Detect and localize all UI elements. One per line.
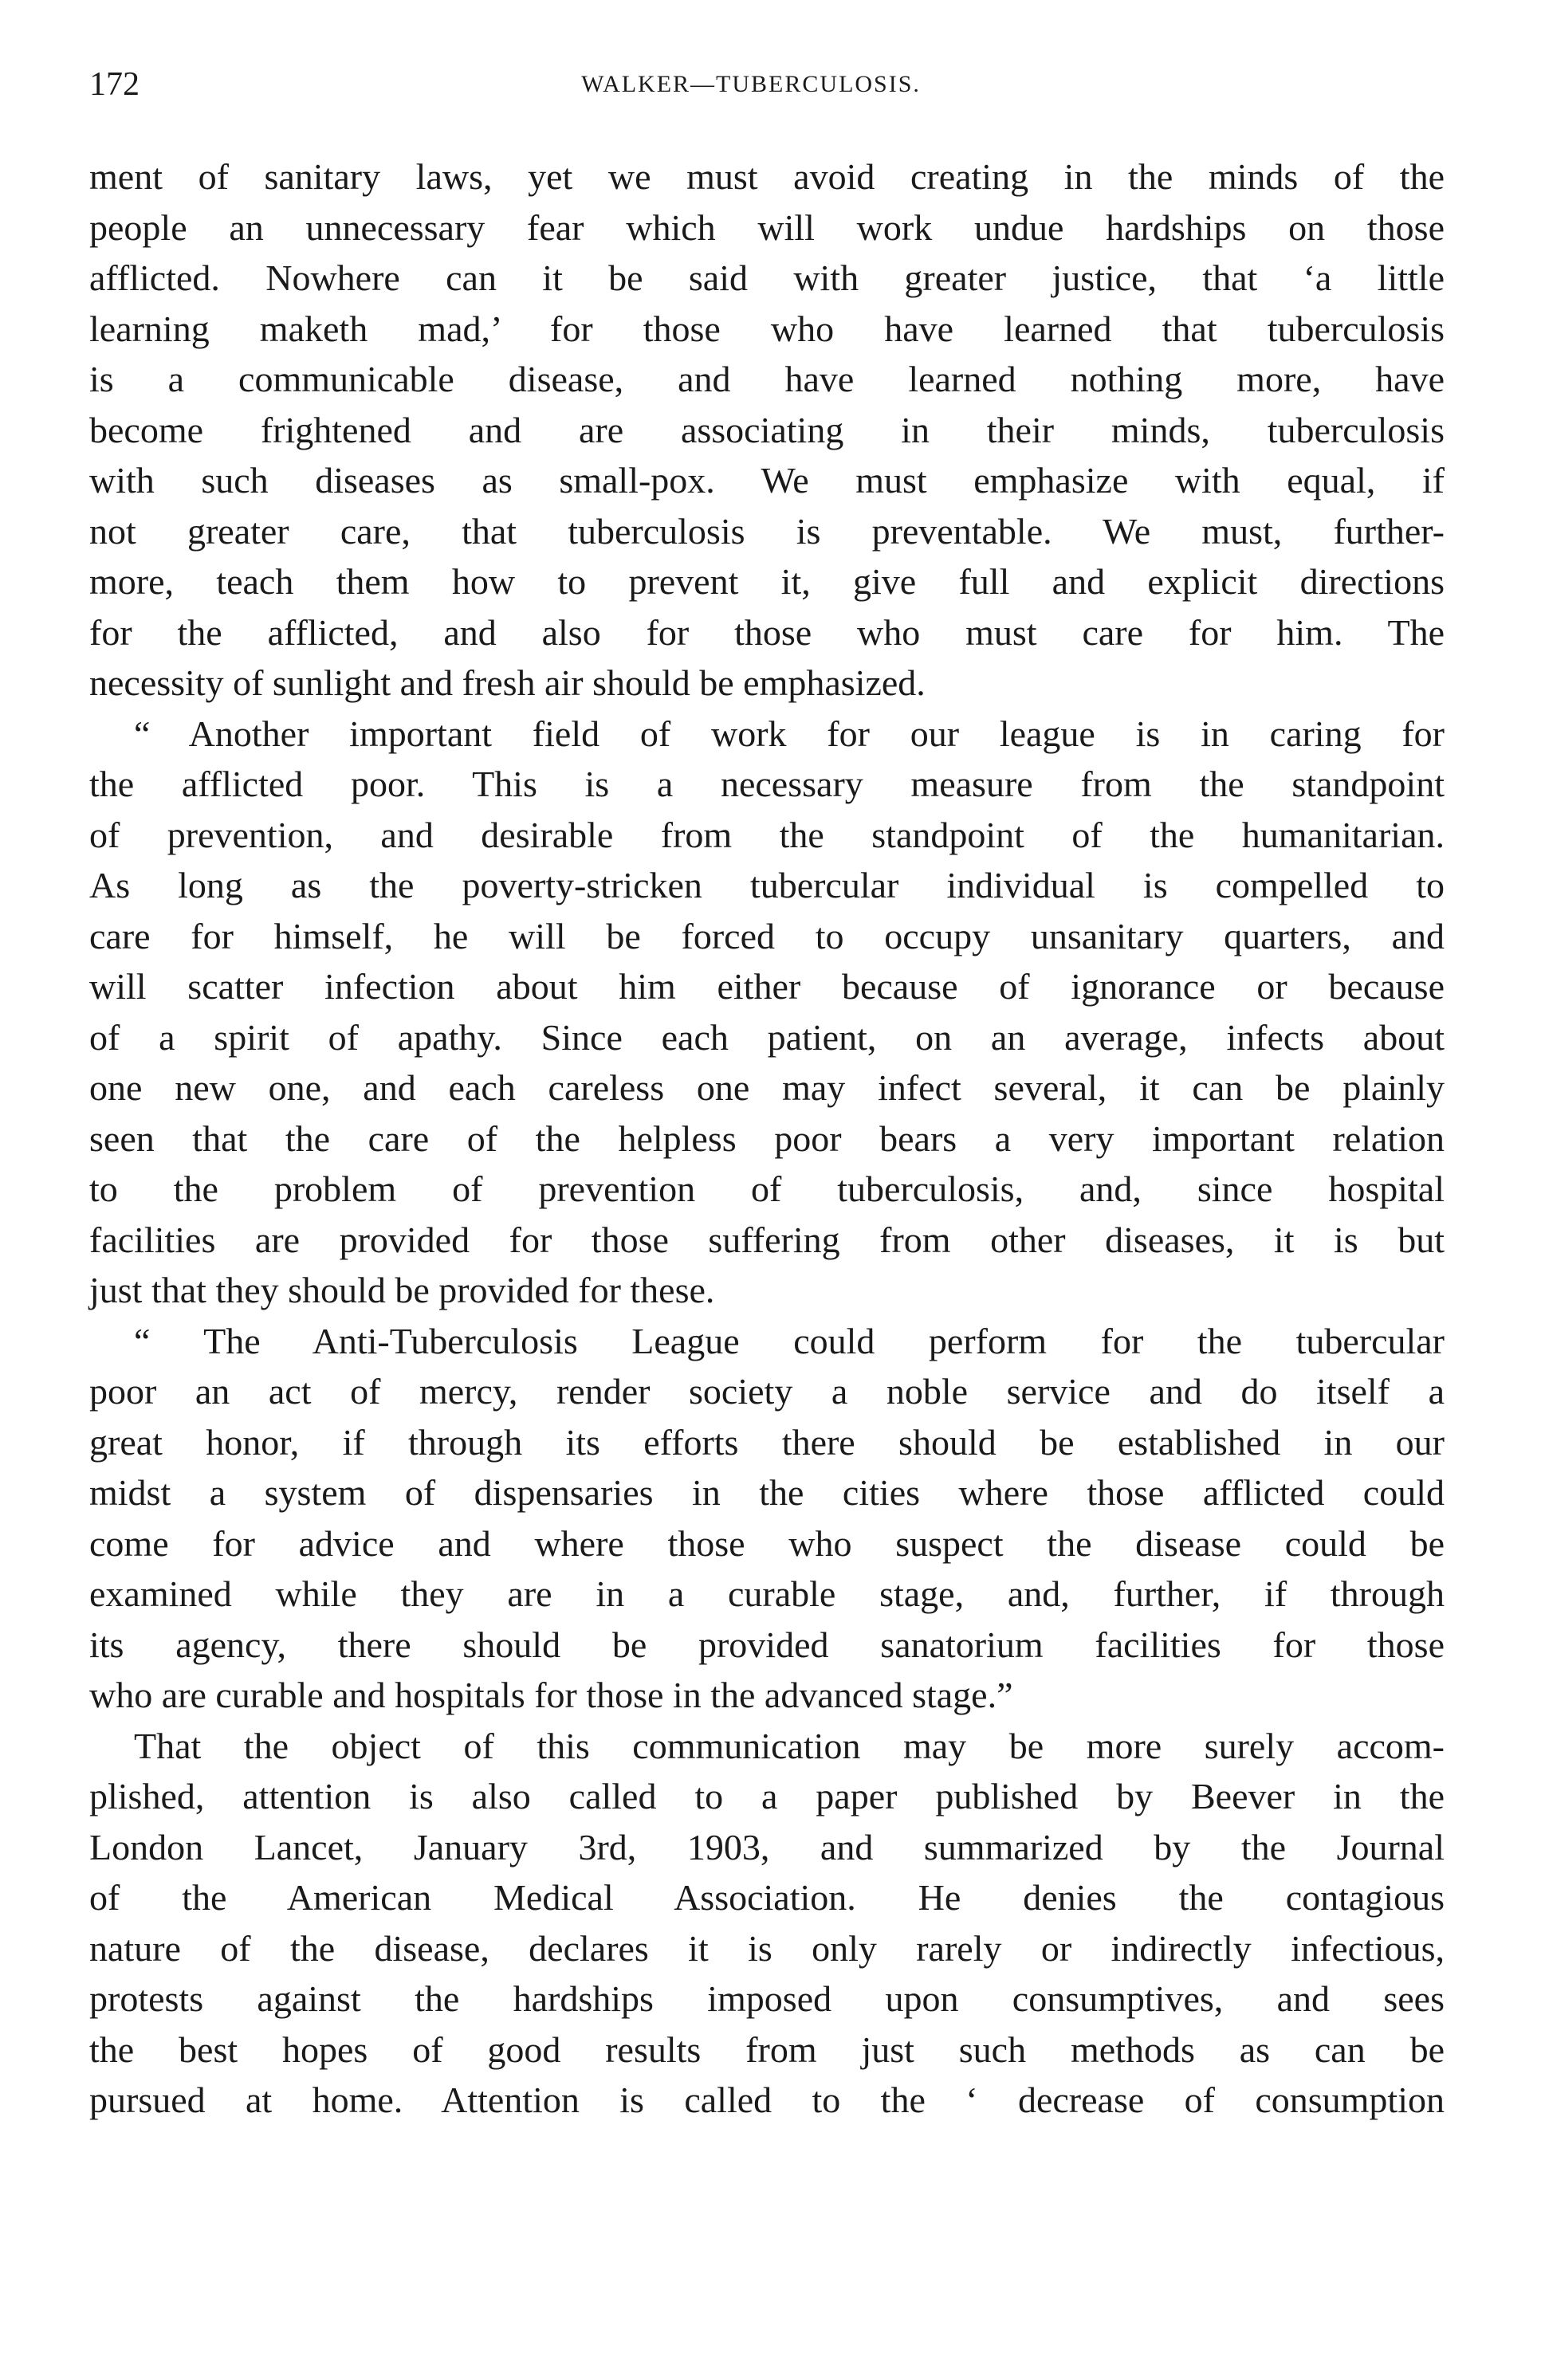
- text-line: with such diseases as small-pox. We must emphasize with equal, if: [89, 460, 1445, 501]
- text-line: protests against the hardships imposed upon consumptives, and sees: [89, 1978, 1445, 2019]
- page-header: [89, 61, 1445, 108]
- text-line: pursued at home. Attention is called to the ‘ decrease of consumption: [89, 2080, 1445, 2120]
- running-head: WALKER—TUBERCULOSIS.: [581, 71, 921, 97]
- text-line: necessity of sunlight and fresh air should be emphasized.: [89, 662, 926, 703]
- text-line: is a communicable disease, and have learned nothing more, have: [89, 359, 1445, 399]
- text-line: “ Another important field of work for our league is in caring for: [134, 713, 1445, 754]
- text-line: As long as the poverty-stricken tubercular individual is compelled to: [89, 865, 1445, 905]
- page-number: 172: [89, 66, 140, 103]
- text-line: That the object of this communication may be more surely accom-: [134, 1725, 1445, 1766]
- text-line: who are curable and hospitals for those in the advanced stage.”: [89, 1675, 1013, 1715]
- text-line: not greater care, that tuberculosis is preventable. We must, further-: [89, 510, 1445, 552]
- text-line: its agency, there should be provided sanatorium facilities for those: [89, 1624, 1445, 1665]
- text-line: midst a system of dispensaries in the cities where those afflicted could: [89, 1472, 1445, 1513]
- text-line: examined while they are in a curable stage, and, further, if through: [89, 1573, 1445, 1614]
- text-line: nature of the disease, declares it is only rarely or indirectly infectious,: [89, 1927, 1445, 1969]
- text-line: the afflicted poor. This is a necessary measure from the standpoint: [89, 764, 1445, 804]
- text-line: more, teach them how to prevent it, give full and explicit directions: [89, 561, 1445, 602]
- text-line: of prevention, and desirable from the standpoint of the humanitarian.: [89, 814, 1445, 855]
- text-line: afflicted. Nowhere can it be said with greater justice, that ‘a little: [89, 257, 1445, 298]
- text-line: London Lancet, January 3rd, 1903, and summarized by the Journal: [89, 1826, 1445, 1867]
- text-line: “ The Anti-Tuberculosis League could perform for the tubercular: [134, 1320, 1445, 1361]
- text-line: come for advice and where those who suspect the disease could be: [89, 1522, 1445, 1564]
- text-line: learning maketh mad,’ for those who have learned that tuberculosis: [89, 308, 1445, 349]
- text-line: one new one, and each careless one may infect several, it can be plainly: [89, 1067, 1445, 1108]
- text-line: for the afflicted, and also for those who must care for him. The: [89, 611, 1445, 653]
- text-line: to the problem of prevention of tuberculosis, and, since hospital: [89, 1168, 1445, 1209]
- text-line: care for himself, he will be forced to occupy unsanitary quarters, and: [89, 915, 1445, 956]
- text-line: just that they should be provided for these.: [89, 1270, 715, 1310]
- text-line: people an unnecessary fear which will work undue hardships on those: [89, 206, 1445, 248]
- text-line: facilities are provided for those suffering from other diseases, it is but: [89, 1219, 1445, 1260]
- text-line: will scatter infection about him either because of ignorance or because: [89, 966, 1445, 1007]
- text-line: the best hopes of good results from just such methods as can be: [89, 2028, 1445, 2070]
- text-line: of a spirit of apathy. Since each patient, on an average, infects about: [89, 1016, 1445, 1058]
- text-line: become frightened and are associating in their minds, tuberculosis: [89, 409, 1445, 450]
- text-line: ment of sanitary laws, yet we must avoid creating in the minds of the: [89, 156, 1445, 197]
- text-line: poor an act of mercy, render society a noble service and do itself a: [89, 1371, 1445, 1412]
- text-line: great honor, if through its efforts there should be established in our: [89, 1421, 1445, 1463]
- text-line: seen that the care of the helpless poor bears a very important relation: [89, 1117, 1445, 1159]
- body-text: [89, 151, 1445, 2126]
- text-line: of the American Medical Association. He denies the contagious: [89, 1877, 1445, 1918]
- text-line: plished, attention is also called to a paper published by Beever in the: [89, 1776, 1445, 1816]
